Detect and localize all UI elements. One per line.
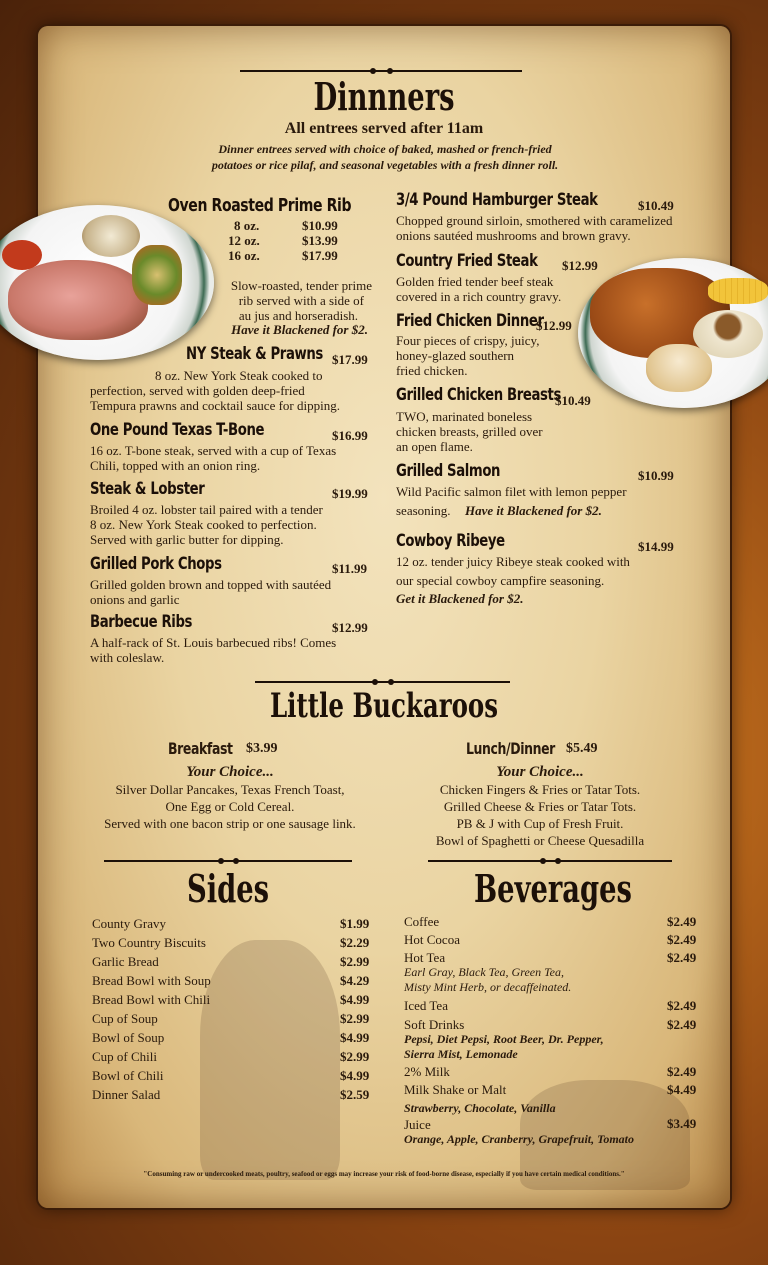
breakfast-line-1: Silver Dollar Pancakes, Texas French Toast, [115,782,345,797]
lunch-line-3: PB & J with Cup of Fresh Fruit. [456,816,624,831]
steak-lobster-price: $19.99 [332,486,368,501]
hamburger-steak-desc-2: onions sautéed mushrooms and brown gravy. [396,228,631,243]
beverage-hot-tea-price: $2.49 [667,950,697,965]
side-item-name: Garlic Bread [92,954,159,969]
bbq-ribs-price: $12.99 [332,620,368,635]
prime-rib-desc-1: Slow-roasted, tender prime [230,278,372,293]
beverage-soft-drinks-note-1: Pepsi, Diet Pepsi, Root Beer, Dr. Pepper, [404,1032,604,1046]
dinners-title: Dinnners [313,74,455,119]
prime-rib-name: Oven Roasted Prime Rib [168,195,352,216]
corn-cob [708,278,768,304]
divider-sides [104,860,352,862]
pork-chops-desc-2: onions and garlic [90,592,180,607]
side-item-price: $2.29 [340,935,370,950]
side-item-name: Bread Bowl with Chili [92,992,211,1007]
prime-rib-desc-3: au jus and horseradish. [238,308,358,323]
prime-rib-meat [8,260,148,340]
prime-rib-price-1: $10.99 [302,218,338,233]
beverage-soft-drinks: Soft Drinks [404,1017,465,1032]
grilled-salmon-blackened: Have it Blackened for $2. [465,503,602,518]
potato-garnish [82,215,140,257]
fried-chicken-desc-2: honey-glazed southern [396,348,515,363]
biscuit [646,344,712,392]
pork-chops-price: $11.99 [332,561,368,576]
pork-chops-name: Grilled Pork Chops [90,554,222,574]
dinners-intro-line1: Dinner entrees served with choice of baked, mashed or french-fried [218,142,552,156]
cowboy-ribeye-desc-1: 12 oz. tender juicy Ribeye steak cooked with [396,554,630,569]
t-bone-name: One Pound Texas T-Bone [90,420,265,440]
beverage-shake-price: $4.49 [667,1082,697,1097]
t-bone-desc-1: 16 oz. T-bone steak, served with a cup of Texas [90,443,337,458]
kids-title: Little Buckaroos [269,686,499,726]
fried-chicken-desc-3: fried chicken. [396,363,468,378]
cowboy-ribeye-blackened: Get it Blackened for $2. [396,591,524,606]
breakfast-name: Breakfast [168,739,233,758]
side-item-name: Bowl of Soup [92,1030,165,1045]
grilled-chicken-desc-3: an open flame. [396,439,473,454]
beverage-milk: 2% Milk [404,1064,450,1079]
side-item-price: $2.99 [340,1049,370,1064]
grilled-chicken-desc-1: TWO, marinated boneless [396,409,533,424]
dinners-intro-line2: potatoes or rice pilaf, and seasonal vegetables with a fresh dinner roll. [211,158,559,172]
beverage-cocoa: Hot Cocoa [404,932,460,947]
lunch-name: Lunch/Dinner [466,739,555,758]
fried-chicken-price: $12.99 [536,318,572,333]
steak-lobster-desc-3: Served with garlic butter for dipping. [90,532,284,547]
beverage-soft-drinks-note-2: Sierra Mist, Lemonade [404,1047,518,1061]
grilled-chicken-name: Grilled Chicken Breasts [396,385,561,405]
beverage-hot-tea-note-1: Earl Gray, Black Tea, Green Tea, [404,965,564,979]
beverage-juice: Juice [404,1117,431,1132]
side-item-price: $2.99 [340,954,370,969]
country-fried-steak-name: Country Fried Steak [396,251,538,271]
beverage-cocoa-price: $2.49 [667,932,697,947]
side-item-name: Cup of Soup [92,1011,158,1026]
bbq-ribs-desc-1: A half-rack of St. Louis barbecued ribs! Comes [90,635,337,650]
vegetable-garnish [132,245,182,305]
grilled-chicken-price: $10.49 [555,393,591,408]
beverage-iced-tea-price: $2.49 [667,998,697,1013]
beverage-milk-price: $2.49 [667,1064,697,1079]
t-bone-desc-2: Chili, topped with an onion ring. [90,458,261,473]
food-safety-disclaimer: "Consuming raw or undercooked meats, poultry, seafood or eggs may increase your risk of food-borne disease, especially if you have certain medical conditions." [143,1170,625,1178]
hamburger-steak-name: 3/4 Pound Hamburger Steak [396,190,598,210]
divider-beverages [428,860,672,862]
lunch-line-2: Grilled Cheese & Fries or Tatar Tots. [443,799,637,814]
sides-title: Sides [186,866,270,911]
cowboy-ribeye-price: $14.99 [638,539,674,554]
fried-chicken-name: Fried Chicken Dinner [396,311,544,331]
lunch-price: $5.49 [566,741,598,756]
beverage-soft-drinks-price: $2.49 [667,1017,697,1032]
ny-steak-desc-1: 8 oz. New York Steak cooked to [155,368,323,383]
bbq-ribs-desc-2: with coleslaw. [90,650,165,665]
prime-rib-price-2: $13.99 [302,233,338,248]
lunch-choice: Your Choice... [496,764,584,780]
beverage-coffee: Coffee [404,914,440,929]
prime-rib-size-2: 12 oz. [228,233,260,248]
cowboy-ribeye-desc-2: our special cowboy campfire seasoning. [396,573,605,588]
side-item-price: $4.99 [340,992,370,1007]
beverage-shake: Milk Shake or Malt [404,1082,507,1097]
pork-chops-desc-1: Grilled golden brown and topped with sautéed [90,577,332,592]
breakfast-line-2: One Egg or Cold Cereal. [165,799,295,814]
divider-top [240,70,522,72]
dinners-subtitle: All entrees served after 11am [284,120,484,137]
prime-rib-price-3: $17.99 [302,248,338,263]
ny-steak-desc-2: perfection, served with golden deep-fried [90,383,305,398]
ny-steak-desc-3: Tempura prawns and cocktail sauce for dipping. [90,398,340,413]
beverage-iced-tea: Iced Tea [404,998,448,1013]
ny-steak-name: NY Steak & Prawns [186,344,323,364]
beverage-coffee-price: $2.49 [667,914,697,929]
side-item-price: $4.29 [340,973,370,988]
steak-lobster-desc-1: Broiled 4 oz. lobster tail paired with a tender [90,502,323,517]
breakfast-choice: Your Choice... [186,764,274,780]
cowboy-ribeye-name: Cowboy Ribeye [396,531,505,551]
cowboy-silhouette-decoration [200,940,340,1180]
country-fried-steak-price: $12.99 [562,258,598,273]
lunch-line-4: Bowl of Spaghetti or Cheese Quesadilla [435,833,645,848]
divider-kids [255,681,510,683]
side-item-name: County Gravy [92,916,167,931]
bbq-ribs-name: Barbecue Ribs [90,612,193,632]
side-item-price: $2.99 [340,1011,370,1026]
beverage-hot-tea: Hot Tea [404,950,446,965]
beverage-juice-note: Orange, Apple, Cranberry, Grapefruit, Tomato [404,1132,635,1146]
beverage-juice-price: $3.49 [667,1116,697,1131]
steak-lobster-desc-2: 8 oz. New York Steak cooked to perfection. [90,517,317,532]
side-item-price: $4.99 [340,1068,370,1083]
side-item-name: Two Country Biscuits [92,935,206,950]
side-item-price: $2.59 [340,1087,370,1102]
grilled-salmon-price: $10.99 [638,468,674,483]
country-fried-steak-desc-1: Golden fried tender beef steak [396,274,554,289]
side-item-price: $4.99 [340,1030,370,1045]
side-item-name: Bread Bowl with Soup [92,973,211,988]
side-item-price: $1.99 [340,916,370,931]
steak-lobster-name: Steak & Lobster [90,479,205,499]
t-bone-price: $16.99 [332,428,368,443]
country-fried-steak-desc-2: covered in a rich country gravy. [396,289,562,304]
side-item-name: Bowl of Chili [92,1068,164,1083]
tomato-garnish [2,240,42,270]
ny-steak-price: $17.99 [332,352,368,367]
beverages-title: Beverages [474,866,632,911]
prime-rib-desc-2: rib served with a side of [238,293,364,308]
side-item-name: Dinner Salad [92,1087,161,1102]
breakfast-line-3: Served with one bacon strip or one sausage link. [104,816,356,831]
grilled-salmon-desc-1: Wild Pacific salmon filet with lemon pepper [396,484,627,499]
beverage-hot-tea-note-2: Misty Mint Herb, or decaffeinated. [404,980,572,994]
prime-rib-size-3: 16 oz. [228,248,260,263]
side-item-name: Cup of Chili [92,1049,158,1064]
lunch-line-1: Chicken Fingers & Fries or Tatar Tots. [439,782,641,797]
prime-rib-blackened: Have it Blackened for $2. [231,322,368,337]
hamburger-steak-price: $10.49 [638,198,674,213]
grilled-salmon-name: Grilled Salmon [396,461,501,481]
hamburger-steak-desc-1: Chopped ground sirloin, smothered with caramelized [396,213,673,228]
fried-chicken-desc-1: Four pieces of crispy, juicy, [396,333,540,348]
grilled-salmon-desc-2: seasoning. [396,503,451,518]
prime-rib-size-1: 8 oz. [234,218,260,233]
beverage-shake-note: Strawberry, Chocolate, Vanilla [404,1101,556,1115]
grilled-chicken-desc-2: chicken breasts, grilled over [396,424,543,439]
breakfast-price: $3.99 [246,741,278,756]
